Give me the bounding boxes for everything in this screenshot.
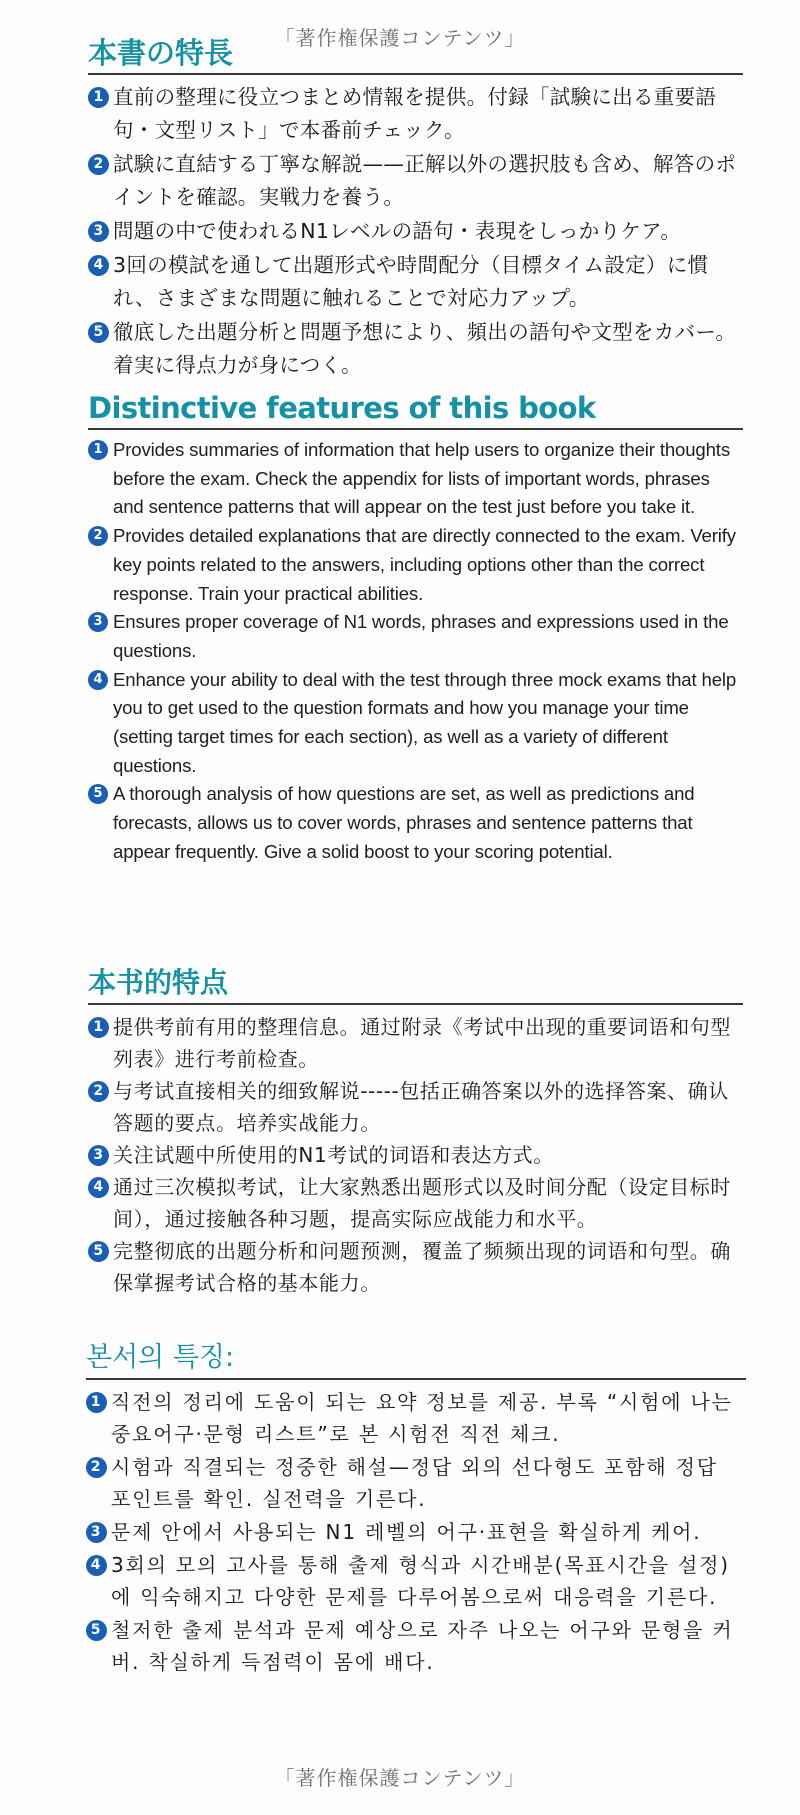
number-badge: 1 (88, 440, 108, 460)
feature-item (88, 215, 743, 248)
feature-text: Provides detailed explanations that are directly connected to the exam. Verify key points related to the answers, including options other than the correct response. Train your practical abilities. (113, 525, 736, 604)
features-section-english (88, 390, 743, 867)
feature-item (88, 666, 743, 781)
number-badge: 3 (88, 612, 108, 632)
number-badge: 3 (86, 1522, 107, 1543)
feature-text: 通过三次模拟考试，让大家熟悉出题形式以及时间分配（设定目标时间），通过接触各种习题，提高实际应战能力和水平。 (113, 1175, 731, 1231)
number-badge: 4 (86, 1555, 107, 1576)
number-badge: 2 (88, 154, 109, 175)
feature-item (88, 780, 743, 866)
feature-item (88, 1139, 743, 1171)
feature-item (88, 1011, 743, 1075)
feature-list-korean (86, 1386, 746, 1678)
feature-item (86, 1386, 746, 1450)
feature-text: 직전의 정리에 도움이 되는 요약 정보를 제공. 부록 “시험에 나는 중요어구·문형 리스트”로 본 시험전 직전 체크. (111, 1390, 733, 1446)
feature-item (88, 608, 743, 665)
number-badge: 2 (88, 526, 108, 546)
feature-text: 关注试题中所使用的N1考试的词语和表达方式。 (113, 1143, 554, 1167)
features-section-japanese (88, 35, 743, 383)
feature-text: A thorough analysis of how questions are set, as well as predictions and forecasts, allows us to cover words, phrases and sentence patterns that appear frequently. Give a solid boost to your scoring potential. (113, 783, 695, 862)
feature-text: Provides summaries of information that help users to organize their thoughts before the exam. Check the appendix for lists of important words, phrases and sentence patterns that will appear on the test just before you take it. (113, 439, 730, 518)
section-heading-japanese: 本書の特長 (88, 35, 743, 75)
feature-item (88, 1235, 743, 1299)
number-badge: 4 (88, 255, 109, 276)
feature-text: 試験に直結する丁寧な解説——正解以外の選択肢も含め、解答のポイントを確認。実戦力を養う。 (113, 152, 737, 209)
section-heading-english: Distinctive features of this book (88, 390, 743, 430)
number-badge: 2 (88, 1081, 109, 1102)
feature-list-english (88, 436, 743, 867)
feature-item (88, 522, 743, 608)
section-heading-chinese: 本书的特点 (88, 965, 743, 1005)
feature-text: 提供考前有用的整理信息。通过附录《考试中出现的重要词语和句型列表》进行考前检查。 (113, 1015, 731, 1071)
section-heading-korean: 본서의 특징: (86, 1340, 746, 1380)
number-badge: 1 (88, 87, 109, 108)
number-badge: 1 (86, 1392, 107, 1413)
feature-item (86, 1614, 746, 1678)
feature-item (88, 1171, 743, 1235)
feature-item (88, 436, 743, 522)
feature-text: Ensures proper coverage of N1 words, phrases and expressions used in the questions. (113, 611, 729, 661)
feature-item (88, 148, 743, 214)
feature-text: 문제 안에서 사용되는 N1 레벨의 어구·표현을 확실하게 케어. (111, 1520, 702, 1544)
feature-text: 完整彻底的出题分析和问题预测，覆盖了频频出现的词语和句型。确保掌握考试合格的基本能力。 (113, 1239, 731, 1295)
number-badge: 4 (88, 670, 108, 690)
number-badge: 3 (88, 221, 109, 242)
number-badge: 3 (88, 1145, 109, 1166)
features-section-chinese (88, 965, 743, 1299)
feature-text: 3회의 모의 고사를 통해 출제 형식과 시간배분(목표시간을 설정)에 익숙해지고 다양한 문제를 다루어봄으로써 대응력을 기른다. (111, 1553, 730, 1609)
feature-list-japanese (88, 81, 743, 382)
feature-item (88, 81, 743, 147)
feature-list-chinese (88, 1011, 743, 1299)
feature-text: 与考试直接相关的细致解说-----包括正确答案以外的选择答案、确认答题的要点。培养实战能力。 (113, 1079, 729, 1135)
feature-text: 問題の中で使われるN1レベルの語句・表現をしっかりケア。 (113, 219, 682, 243)
feature-item (86, 1516, 746, 1548)
feature-item (88, 316, 743, 382)
feature-item (86, 1549, 746, 1613)
number-badge: 5 (88, 1241, 109, 1262)
features-section-korean (86, 1340, 746, 1679)
number-badge: 4 (88, 1177, 109, 1198)
copyright-watermark-top: 「著作権保護コンテンツ」 (274, 26, 526, 50)
number-badge: 2 (86, 1457, 107, 1478)
feature-text: Enhance your ability to deal with the test through three mock exams that help you to get used to the question formats and how you manage your time (setting target times for each section), as well as a variety of different questions. (113, 668, 737, 776)
feature-text: 直前の整理に役立つまとめ情報を提供。付録「試験に出る重要語句・文型リスト」で本番前チェック。 (113, 85, 717, 142)
number-badge: 5 (88, 322, 109, 343)
copyright-watermark-bottom: 「著作権保護コンテンツ」 (274, 1766, 526, 1790)
number-badge: 5 (88, 784, 108, 804)
feature-text: 철저한 출제 분석과 문제 예상으로 자주 나오는 어구와 문형을 커버. 착실하게 득점력이 몸에 배다. (111, 1618, 734, 1674)
number-badge: 5 (86, 1620, 107, 1641)
number-badge: 1 (88, 1017, 109, 1038)
feature-item (88, 1075, 743, 1139)
feature-item (86, 1451, 746, 1515)
feature-item (88, 249, 743, 315)
feature-text: 시험과 직결되는 정중한 해설—정답 외의 선다형도 포함해 정답 포인트를 확인. 실전력을 기른다. (111, 1455, 718, 1511)
feature-text: 徹底した出題分析と問題予想により、頻出の語句や文型をカバー。着実に得点力が身につく。 (113, 320, 737, 377)
feature-text: 3回の模試を通して出題形式や時間配分（目標タイム設定）に慣れ、さまざまな問題に触れることで対応力アップ。 (113, 253, 709, 310)
